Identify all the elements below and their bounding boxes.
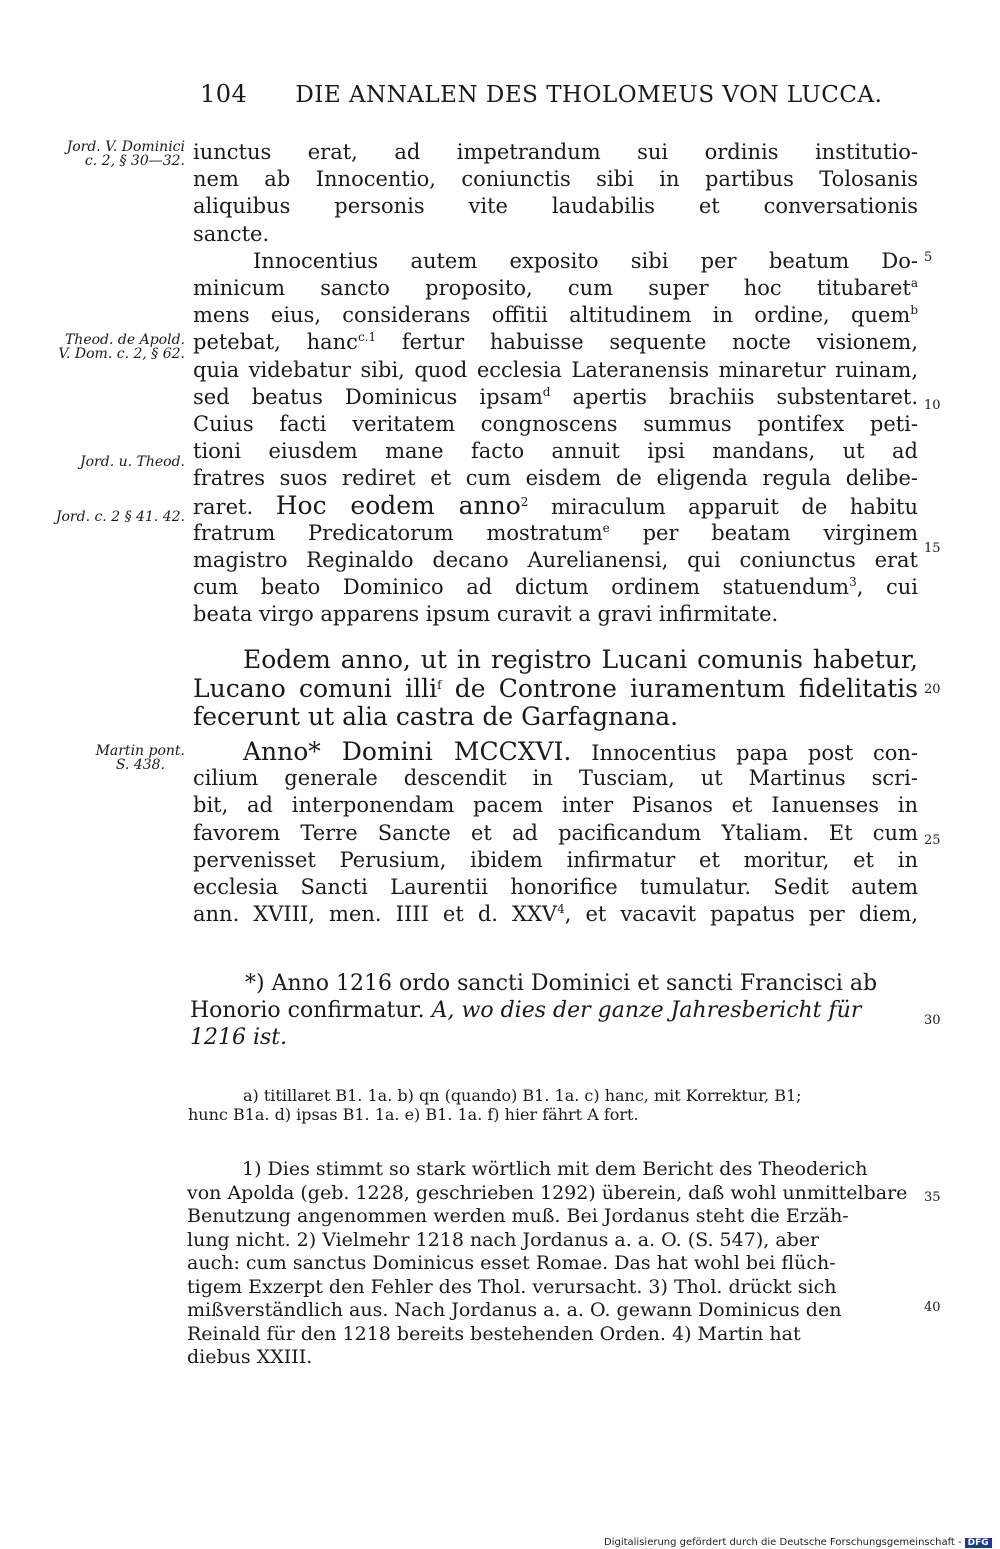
footnote-line: auch: cum sanctus Dominicus esset Romae. Das hat wohl bei flüch- bbox=[187, 1252, 836, 1274]
digitization-note: Digitalisierung gefördert durch die Deutsche Forschungsgemeinschaft - DFG bbox=[604, 1537, 992, 1548]
text-line: favorem Terre Sancte et ad pacificandum Ytaliam. Et cum bbox=[193, 820, 918, 845]
text-line: sancte. bbox=[193, 221, 270, 246]
dfg-logo: DFG bbox=[965, 1538, 992, 1548]
main-text-block-2 bbox=[193, 646, 918, 732]
star-note-line: *) Anno 1216 ordo sancti Dominici et sancti Francisci ab bbox=[245, 971, 878, 996]
text-line: nem ab Innocentio, coniunctis sibi in partibus Tolosanis bbox=[193, 167, 918, 192]
text-line: iunctus erat, ad impetrandum sui ordinis institutio- bbox=[193, 140, 918, 164]
text-line: petebat, hanc$^{c.1}$ fertur habuisse sequente nocte visionem, bbox=[193, 330, 918, 355]
apparatus-line: a) titillaret B1. 1a. b) qn (quando) B1. 1a. c) hanc, mit Korrektur, B1; bbox=[243, 1086, 802, 1105]
footnote-line: Benutzung angenommen werden muß. Bei Jordanus steht die Erzäh- bbox=[187, 1205, 849, 1227]
footnote-line: lung nicht. 2) Vielmehr 1218 nach Jordanus a. a. O. (S. 547), aber bbox=[187, 1228, 820, 1251]
side-note: Jord. V. Dominici c. 2, § 30—32. bbox=[66, 139, 185, 169]
critical-apparatus bbox=[188, 1086, 910, 1124]
apparatus-mark: d bbox=[542, 384, 551, 399]
footnotes bbox=[187, 1158, 912, 1370]
text-line: Lucano comuni illi$^f$ de Controne iuramentum fidelitatis bbox=[193, 673, 918, 703]
running-title: DIE ANNALEN DES THOLOMEUS VON LUCCA. bbox=[295, 82, 883, 108]
page-number: 104 bbox=[200, 80, 248, 108]
footnote-line: mißverständlich aus. Nach Jordanus a. a. O. gewann Dominicus den bbox=[187, 1299, 842, 1321]
text-line: tioni eiusdem mane facto annuit ipsi mandans, ut ad bbox=[193, 439, 918, 464]
footnote-line: tigem Exzerpt den Fehler des Thol. verursacht. 3) Thol. drückt sich bbox=[187, 1275, 837, 1298]
text-line: beata virgo apparens ipsum curavit a gravi infirmitate. bbox=[193, 602, 779, 627]
text-line: minicum sancto proposito, cum super hoc titubaret$^a$ bbox=[193, 275, 918, 300]
apparatus-mark: c.1 bbox=[357, 330, 377, 345]
footnote-line: diebus XXIII. bbox=[187, 1346, 313, 1368]
apparatus-mark: a bbox=[910, 275, 918, 290]
footnote-mark: 4 bbox=[557, 902, 565, 917]
line-number: 10 bbox=[924, 398, 941, 413]
text-line: Innocentius autem exposito sibi per beatum Do- bbox=[253, 248, 918, 273]
text-line: pervenisset Perusium, ibidem infirmatur et moritur, et in bbox=[193, 847, 918, 872]
main-text-block-1 bbox=[193, 139, 918, 628]
text-line: cilium generale descendit in Tusciam, ut Martinus scri- bbox=[193, 766, 918, 791]
line-number: 15 bbox=[924, 541, 941, 556]
line-number: 25 bbox=[924, 833, 941, 848]
line-number: 5 bbox=[924, 250, 933, 265]
running-header bbox=[200, 80, 883, 108]
footnote-line: 1) Dies stimmt so stark wörtlich mit dem Bericht des Theoderich bbox=[242, 1158, 868, 1180]
line-number: 30 bbox=[924, 1013, 941, 1028]
apparatus-mark: e bbox=[602, 520, 610, 535]
star-note bbox=[190, 970, 910, 1051]
text-line: raret. Hoc eodem anno$^2$ miraculum apparuit de habitu bbox=[193, 491, 918, 521]
line-number: 20 bbox=[924, 682, 941, 697]
side-note: Jord. u. Theod. bbox=[80, 454, 185, 470]
text-line: mens eius, considerans offitii altitudinem in ordine, quem$^b$ bbox=[193, 303, 918, 328]
text-line: cum beato Dominico ad dictum ordinem statuendum$^3$, cui bbox=[193, 575, 919, 599]
line-number: 35 bbox=[924, 1190, 941, 1205]
footnote-mark: 3 bbox=[849, 575, 857, 589]
text-line: Anno* Domini MCCXVI. Innocentius papa post con- bbox=[243, 737, 918, 766]
footnote-mark: 2 bbox=[520, 495, 529, 510]
apparatus-line: hunc B1a. d) ipsas B1. 1a. e) B1. 1a. f) hier fährt A fort. bbox=[188, 1105, 639, 1124]
text-line: quia videbatur sibi, quod ecclesia Lateranensis minaretur ruinam, bbox=[193, 357, 918, 382]
line-number: 40 bbox=[924, 1300, 941, 1315]
text-line: magistro Reginaldo decano Aurelianensi, qui coniunctus erat bbox=[193, 547, 918, 572]
text-line: bit, ad interponendam pacem inter Pisanos et Ianuenses in bbox=[193, 793, 918, 818]
star-note-line: Honorio confirmatur. A, wo dies der ganze Jahresbericht für bbox=[190, 998, 862, 1023]
text-line: sed beatus Dominicus ipsam$^d$ apertis brachiis substentaret. bbox=[193, 384, 918, 409]
main-text-block-3 bbox=[193, 738, 918, 928]
text-line: aliquibus personis vite laudabilis et conversationis bbox=[193, 194, 918, 219]
text-line: ann. XVIII, men. IIII et d. XXV$^4$, et vacavit papatus per diem, bbox=[193, 902, 919, 927]
text-line: Eodem anno, ut in registro Lucani comunis habetur, bbox=[243, 645, 918, 674]
apparatus-mark: f bbox=[437, 677, 442, 692]
side-note: Theod. de Apold. V. Dom. c. 2, § 62. bbox=[58, 332, 185, 362]
side-note: Jord. c. 2 § 41. 42. bbox=[55, 509, 185, 525]
apparatus-mark: b bbox=[910, 303, 918, 318]
text-line: ecclesia Sancti Laurentii honorifice tumulatur. Sedit autem bbox=[193, 874, 918, 899]
text-line: fecerunt ut alia castra de Garfagnana. bbox=[193, 702, 679, 731]
footnote-line: Reinald für den 1218 bereits bestehenden Orden. 4) Martin hat bbox=[187, 1322, 801, 1345]
star-note-line: 1216 ist. bbox=[190, 1025, 288, 1050]
text-line: fratres suos rediret et cum eisdem de eligenda regula delibe- bbox=[193, 466, 918, 491]
text-line: Cuius facti veritatem congnoscens summus pontifex peti- bbox=[193, 411, 918, 436]
footnote-line: von Apolda (geb. 1228, geschrieben 1292) überein, daß wohl unmittelbare bbox=[187, 1181, 908, 1204]
text-line: fratrum Predicatorum mostratum$^e$ per beatam virginem bbox=[193, 520, 918, 545]
side-note: Martin pont. S. 438. bbox=[95, 743, 185, 773]
